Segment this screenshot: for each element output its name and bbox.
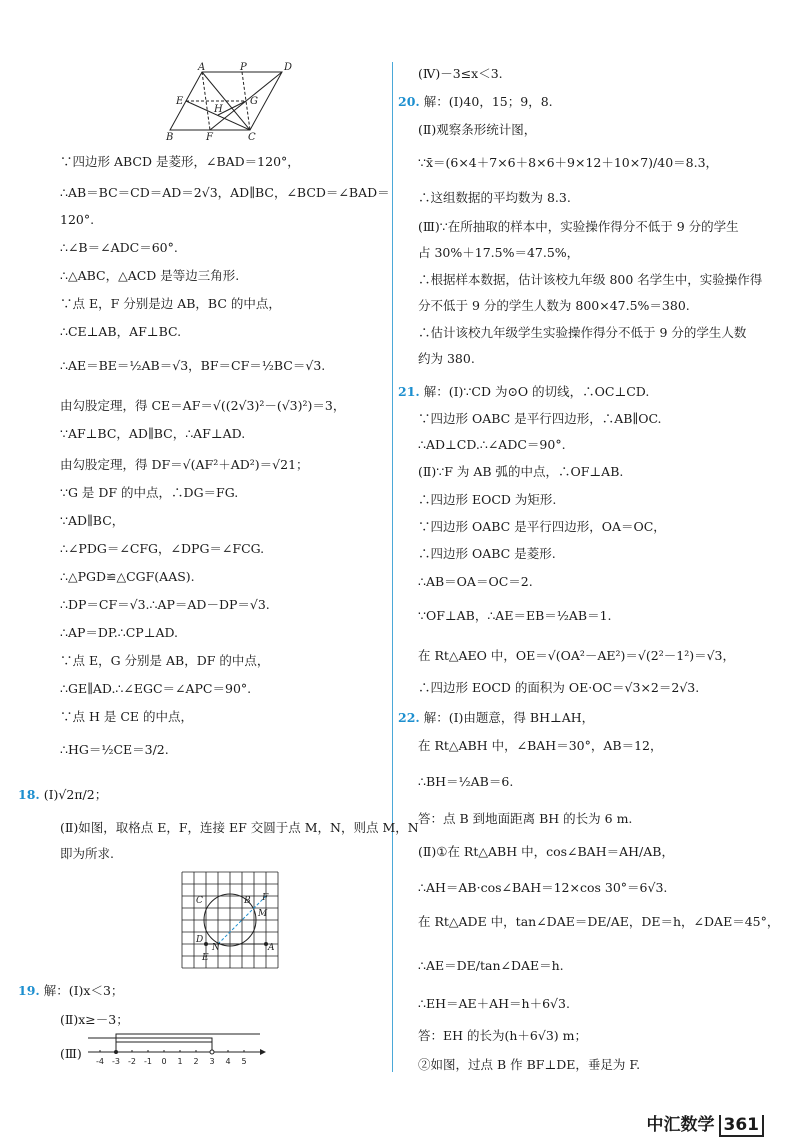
proof-line: ∴GE∥AD.∴∠EGC＝∠APC＝90°.	[60, 681, 252, 696]
fig1-label-G: G	[250, 96, 258, 107]
q20-line: ∴这组数据的平均数为 8.3.	[418, 190, 571, 205]
q18-line3: 即为所求.	[60, 846, 114, 861]
q20-line: 约为 380.	[418, 351, 475, 366]
proof-line: ∴△PGD≌△CGF(AAS).	[60, 569, 195, 584]
q22-line: (Ⅱ)①在 Rt△ABH 中，cos∠BAH＝AH/AB，	[418, 844, 674, 859]
proof-line: ∵G 是 DF 的中点，∴DG＝FG.	[60, 485, 239, 500]
q20-answer-1: 解：(Ⅰ)40，15；9，8.	[423, 94, 553, 109]
q20-line: (Ⅲ)∵在所抽取的样本中，实验操作得分不低于 9 分的学生	[418, 219, 739, 234]
proof-line: ∴AP＝DP.∴CP⊥AD.	[60, 625, 179, 640]
q21-line: ∴AB＝OA＝OC＝2.	[418, 574, 533, 589]
q22-line: 答：点 B 到地面距离 BH 的长为 6 m.	[418, 811, 633, 826]
q22-number: 22.	[398, 710, 420, 725]
q20-line: (Ⅱ)观察条形统计图，	[418, 122, 537, 137]
number-line-figure	[88, 1030, 268, 1070]
fig2-label-A: A	[268, 943, 275, 953]
q18-answer-1: (Ⅰ)√2π/2；	[43, 787, 108, 802]
q20-number: 20.	[398, 94, 420, 109]
q21-line: 在 Rt△AEO 中，OE＝√(OA²－AE²)＝√(2²－1²)＝√3，	[418, 648, 735, 663]
q20-line: ∴估计该校九年级学生实验操作得分不低于 9 分的学生人数	[418, 325, 747, 340]
axis-tick: 3	[209, 1057, 215, 1066]
proof-line: ∵AF⊥BC，AD∥BC，∴AF⊥AD.	[60, 426, 246, 441]
q22-line: 答：EH 的长为(h＋6√3) m；	[418, 1028, 588, 1043]
axis-tick: -4	[96, 1057, 104, 1066]
axis-tick: 0	[161, 1057, 167, 1066]
q22-line: ∴AE＝DE/tan∠DAE＝h.	[418, 958, 564, 973]
proof-line: ∴DP＝CF＝√3.∴AP＝AD－DP＝√3.	[60, 597, 270, 612]
proof-line: ∴AB＝BC＝CD＝AD＝2√3，AD∥BC，∠BCD＝∠BAD＝	[60, 185, 390, 200]
q22-line1	[398, 710, 594, 726]
axis-tick: 5	[241, 1057, 247, 1066]
q19-line4: (Ⅳ)－3≤x＜3.	[418, 66, 503, 81]
q18-line2: (Ⅱ)如图，取格点 E，F，连接 EF 交圆于点 M，N，则点 M，N	[60, 820, 419, 835]
axis-tick: 4	[225, 1057, 231, 1066]
q21-line: ∴AD⊥CD.∴∠ADC＝90°.	[418, 437, 566, 452]
proof-line: ∴∠B＝∠ADC＝60°.	[60, 240, 178, 255]
footer-title: 中汇数学	[646, 1115, 715, 1135]
q20-line: ∴根据样本数据，估计该校九年级 800 名学生中，实验操作得	[418, 272, 763, 287]
q21-line: ∴四边形 OABC 是菱形.	[418, 546, 556, 561]
q19-line2: (Ⅱ)x≥－3；	[60, 1012, 129, 1027]
q22-line: 在 Rt△ABH 中，∠BAH＝30°，AB＝12，	[418, 738, 663, 753]
q19-answer-1: 解：(Ⅰ)x＜3；	[43, 983, 124, 998]
fig2-label-C: C	[196, 896, 203, 906]
fig2-label-F: F	[262, 893, 269, 903]
q21-line: ∵四边形 OABC 是平行四边形，∴AB∥OC.	[418, 411, 662, 426]
page-number: 361	[719, 1115, 765, 1137]
q20-line: 分不低于 9 分的学生人数为 800×47.5%＝380.	[418, 298, 690, 313]
proof-line: 120°.	[60, 212, 95, 227]
axis-tick: -2	[128, 1057, 136, 1066]
q19-line1	[18, 983, 123, 999]
q21-line: ∴四边形 EOCD 为矩形.	[418, 492, 557, 507]
fig1-label-A: A	[198, 62, 206, 73]
proof-line: ∵点 E，F 分别是边 AB，BC 的中点，	[60, 296, 281, 311]
q20-line1	[398, 94, 553, 110]
proof-line: ∴AE＝BE＝½AB＝√3，BF＝CF＝½BC＝√3.	[60, 358, 326, 373]
q18-line1	[18, 787, 107, 803]
q21-answer-1: 解：(Ⅰ)∵CD 为⊙O 的切线，∴OC⊥CD.	[423, 384, 650, 399]
page-footer	[647, 1110, 765, 1137]
proof-line: ∵AD∥BC，	[60, 513, 125, 528]
proof-line: ∴∠PDG＝∠CFG，∠DPG＝∠FCG.	[60, 541, 265, 556]
q21-line: ∴四边形 EOCD 的面积为 OE·OC＝√3×2＝2√3.	[418, 680, 700, 695]
fig1-label-F: F	[206, 132, 213, 143]
proof-line: ∵点 E，G 分别是 AB，DF 的中点，	[60, 653, 270, 668]
fig1-label-D: D	[284, 62, 293, 73]
fig2-label-D: D	[196, 935, 204, 945]
fig1-label-E: E	[176, 96, 184, 107]
fig2-label-B: B	[244, 896, 251, 906]
proof-line: ∴△ABC，△ACD 是等边三角形.	[60, 268, 240, 283]
proof-line: ∵点 H 是 CE 的中点，	[60, 709, 193, 724]
column-divider	[392, 62, 393, 1072]
q22-line: ∴AH＝AB·cos∠BAH＝12×cos 30°＝6√3.	[418, 880, 668, 895]
q21-line: ∵OF⊥AB，∴AE＝EB＝½AB＝1.	[418, 608, 612, 623]
q21-line: (Ⅱ)∵F 为 AB 弧的中点，∴OF⊥AB.	[418, 464, 624, 479]
fig1-label-B: B	[166, 132, 174, 143]
grid-circle-figure	[180, 870, 280, 970]
q22-line: ②如图，过点 B 作 BF⊥DE，垂足为 F.	[418, 1057, 641, 1072]
q22-line: ∴EH＝AE＋AH＝h＋6√3.	[418, 996, 570, 1011]
axis-tick: -1	[144, 1057, 152, 1066]
fig1-label-H: H	[214, 104, 223, 115]
axis-tick: 1	[177, 1057, 183, 1066]
q19-line3: (Ⅲ)	[60, 1046, 82, 1061]
fig2-label-N: N	[212, 943, 220, 953]
axis-tick: -3	[112, 1057, 120, 1066]
q18-number: 18.	[18, 787, 40, 802]
proof-line: ∴CE⊥AB，AF⊥BC.	[60, 324, 182, 339]
q20-line: 占 30%＋17.5%＝47.5%，	[418, 245, 580, 260]
q20-line: ∵x̄＝(6×4＋7×6＋8×6＋9×12＋10×7)/40＝8.3，	[418, 155, 719, 170]
proof-line: 由勾股定理，得 CE＝AF＝√((2√3)²－(√3)²)＝3，	[60, 398, 346, 413]
q22-answer-1: 解：(Ⅰ)由题意，得 BH⊥AH，	[423, 710, 595, 725]
q22-line: ∴BH＝½AB＝6.	[418, 774, 514, 789]
proof-line: 由勾股定理，得 DF＝√(AF²＋AD²)＝√21；	[60, 457, 309, 472]
q22-line: 在 Rt△ADE 中，tan∠DAE＝DE/AE，DE＝h，∠DAE＝45°，	[418, 914, 780, 929]
q21-number: 21.	[398, 384, 420, 399]
fig2-label-E: E	[202, 953, 209, 963]
proof-line: ∵四边形 ABCD 是菱形，∠BAD＝120°，	[60, 154, 300, 169]
q21-line: ∵四边形 OABC 是平行四边形，OA＝OC，	[418, 519, 666, 534]
q19-number: 19.	[18, 983, 40, 998]
axis-tick: 2	[193, 1057, 199, 1066]
fig1-label-P: P	[240, 62, 247, 73]
fig1-label-C: C	[248, 132, 256, 143]
rhombus-figure	[166, 62, 300, 143]
q21-line1	[398, 384, 649, 400]
proof-line: ∴HG＝½CE＝3/2.	[60, 742, 169, 757]
fig2-label-M: M	[258, 909, 268, 919]
